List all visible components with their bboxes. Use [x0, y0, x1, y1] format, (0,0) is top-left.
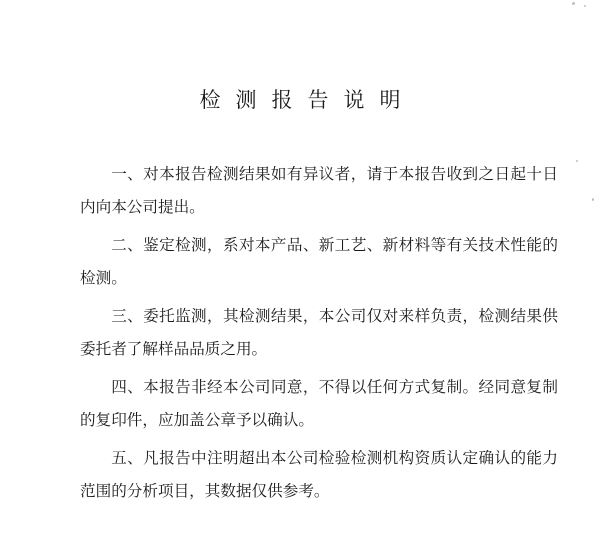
scan-speck: [576, 160, 578, 162]
document-body: [80, 158, 558, 513]
scan-speck: [592, 198, 594, 201]
paragraph-1: 一、对本报告检测结果如有异议者，请于本报告收到之日起十日内向本公司提出。: [80, 165, 558, 216]
paragraph-5: 五、凡报告中注明超出本公司检验检测机构资质认定确认的能力范围的分析项目，其数据仅供参考。: [80, 449, 558, 500]
scan-specks: [550, 0, 600, 220]
scan-speck: [572, 2, 575, 5]
document-title: 检测报告说明: [199, 88, 416, 112]
paragraph-2: 二、鉴定检测，系对本产品、新工艺、新材料等有关技术性能的检测。: [80, 236, 558, 287]
paragraph-4: 四、本报告非经本公司同意，不得以任何方式复制。经同意复制的复印件，应加盖公章予以确认。: [80, 378, 558, 429]
scan-speck: [584, 5, 586, 7]
paragraph-3: 三、委托监测，其检测结果，本公司仅对来样负责，检测结果供委托者了解样品品质之用。: [80, 307, 558, 358]
